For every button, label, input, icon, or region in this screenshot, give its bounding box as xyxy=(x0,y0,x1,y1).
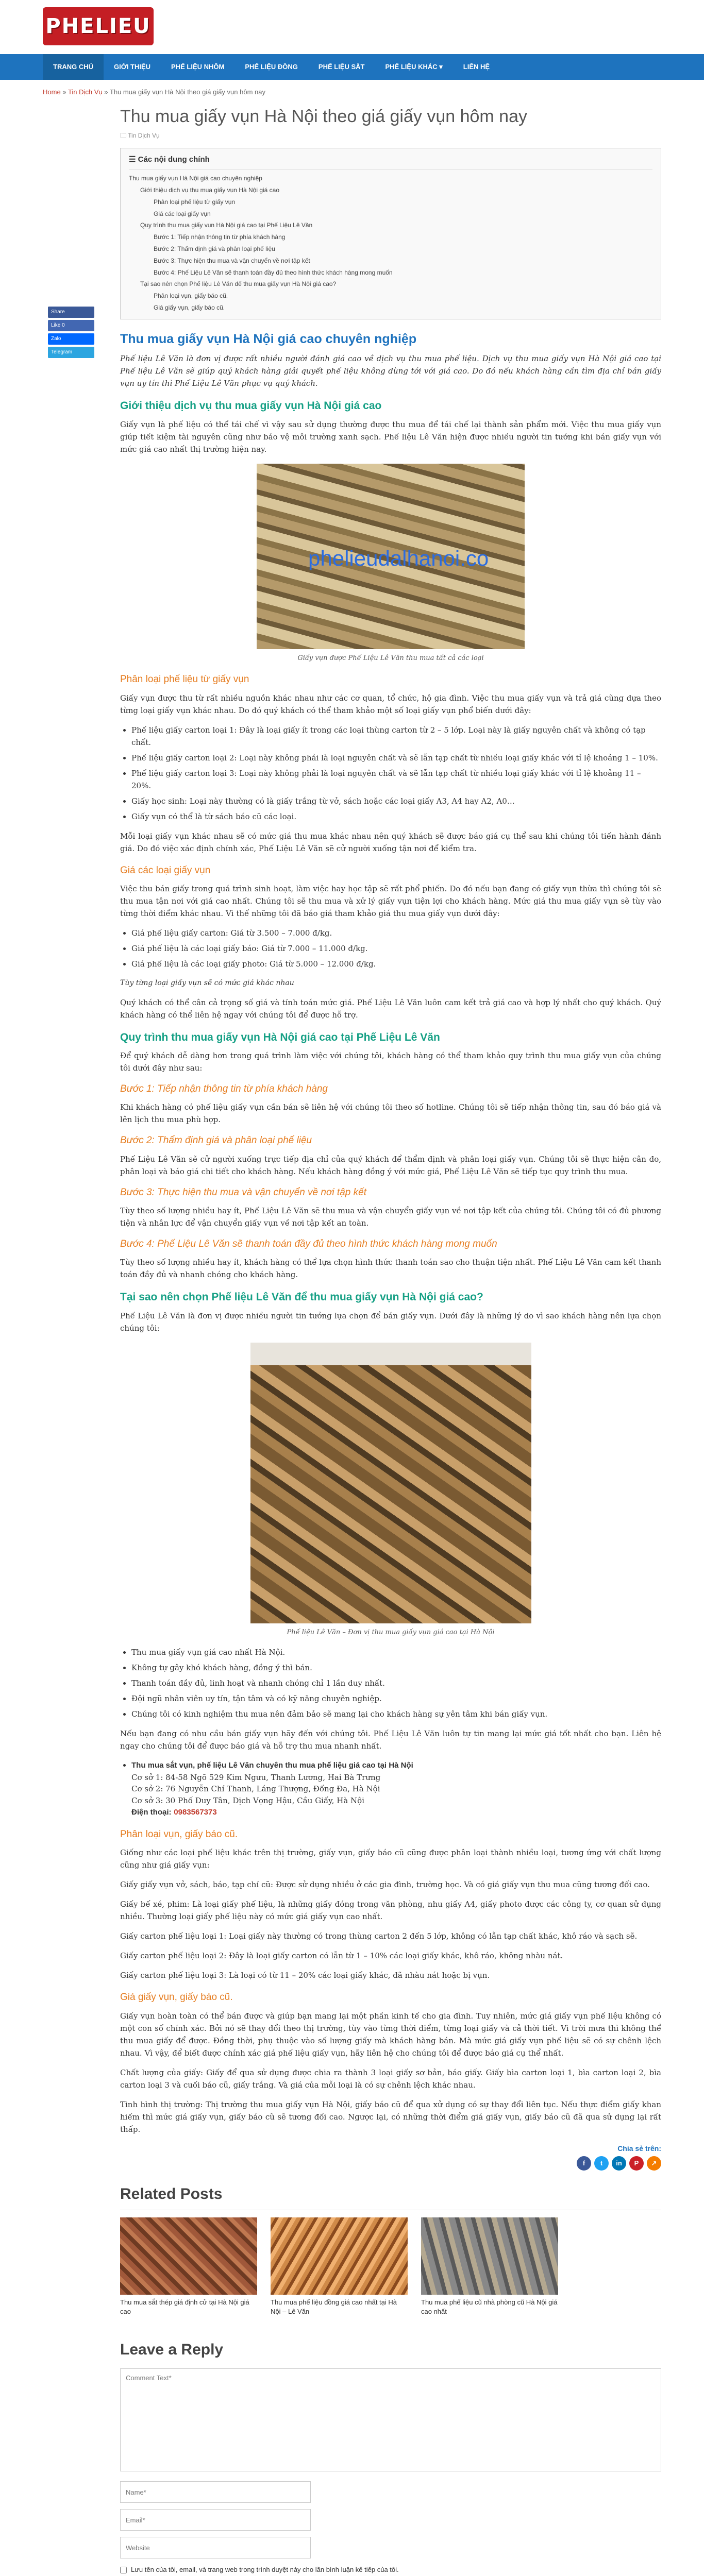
heading-step-4: Bước 4: Phế Liệu Lê Văn sẽ thanh toán đầy đủ theo hình thức khách hàng mong muốn xyxy=(120,1238,497,1249)
contact-info xyxy=(131,1759,661,1819)
paragraph: Việc thu bán giấy trong quá trình sinh hoạt, làm việc hay học tập sẽ rất phổ phiến. Do đó nếu bạn đang có giấy vụn thừa thì chúng tôi sẽ thu mua tận nơi với giá cao nhất. Chúng tôi sẽ thu mua và xử lý giấy vụn tiện lợi cho khách hàng. Mức giá thu mua giấy vụn sẽ tùy vào từng thời điểm khác nhau. Vì thế những tôi đã báo giá tham khảo giá thu mua giấy vụn dưới đây: xyxy=(120,884,661,919)
save-info-label: Lưu tên của tôi, email, và trang web trong trình duyệt này cho lần bình luận kế tiếp của tôi. xyxy=(131,2566,399,2574)
contact-item xyxy=(131,1759,661,1819)
heading-main: Thu mua giấy vụn Hà Nội giá cao chuyên nghiệp xyxy=(120,331,417,346)
table-of-contents xyxy=(120,148,661,319)
main-nav xyxy=(0,54,704,80)
paragraph: Phế Liệu Lê Văn sẽ cử người xuống trực tiếp địa chỉ của quý khách để thẩm định và phân loại giấy vụn. Chúng tôi sẽ thực hiện cân đo, phân loại và báo giá chi tiết cho khách hàng. Nếu khách hàng đồng ý với mức giá, Phế Liệu Lê Văn sẽ tiếp tục quy trình thu mua. xyxy=(120,1154,661,1176)
paragraph: Giấy carton phế liệu loại 2: Đây là loại giấy carton có lẫn từ 1 – 10% các loại giấy khác, khô ráo, không nhàu nát. xyxy=(120,1951,563,1961)
phone-number[interactable]: 0983567373 xyxy=(174,1808,217,1817)
address-1: Cơ sở 1: 84-58 Ngõ 529 Kim Ngưu, Thanh Lương, Hai Bà Trưng xyxy=(131,1772,381,1782)
related-post-image[interactable] xyxy=(120,2217,257,2295)
like-button[interactable]: Like 0 xyxy=(48,320,94,331)
heading-price-old-paper: Giá giấy vụn, giấy báo cũ. xyxy=(120,1992,233,2003)
social-share-float xyxy=(48,307,94,360)
heading-types-old-paper: Phân loại vụn, giấy báo cũ. xyxy=(120,1828,238,1840)
paragraph: Để quý khách dễ dàng hơn trong quá trình làm việc với chúng tôi, khách hàng có thể tham khảo quy trình thu mua giấy vụn của chúng tôi dưới đây như sau: xyxy=(120,1050,661,1073)
folder-icon: 🗀 xyxy=(120,131,127,139)
paragraph: Tùy theo số lượng nhiều hay ít, Phế Liệu Lê Văn sẽ thu mua và vận chuyển giấy vụn về nơi tập kết của chúng tôi. Chúng tôi có đủ phương tiện và nhân lực để vận chuyển giấy vụn về nơi tập kết an toàn. xyxy=(120,1206,661,1228)
toc-title-label: Các nội dung chính xyxy=(138,155,210,164)
toc-item[interactable]: Bước 4: Phế Liệu Lê Văn sẽ thanh toán đầy đủ theo hình thức khách hàng mong muốn xyxy=(154,268,393,276)
toc-title[interactable] xyxy=(129,154,652,170)
toc-item[interactable]: Giới thiệu dịch vụ thu mua giấy vụn Hà Nội giá cao xyxy=(140,186,280,194)
post-category-label: Tin Dịch Vụ xyxy=(128,131,160,139)
image-caption: Giấy vụn được Phế Liệu Lê Văn thu mua tất cả các loại xyxy=(297,654,484,662)
share-telegram-button[interactable]: Telegram xyxy=(48,347,94,358)
related-posts xyxy=(120,2217,661,2316)
paragraph: Giấy carton phế liệu loại 3: Là loại có từ 11 – 20% các loại giấy khác, đã nhàu nát hoặc bị vụn. xyxy=(120,1971,490,1980)
image-caption: Phế liệu Lê Văn – Đơn vị thu mua giấy vụn giá cao tại Hà Nội xyxy=(287,1628,495,1636)
business-name: Thu mua sắt vụn, phế liệu Lê Văn chuyên thu mua phế liệu giá cao tại Hà Nội xyxy=(131,1761,413,1770)
website-field[interactable] xyxy=(120,2537,311,2558)
figure-paper-bales xyxy=(120,464,661,664)
page-title: Thu mua giấy vụn Hà Nội theo giá giấy vụn hôm nay xyxy=(120,106,528,126)
related-post[interactable] xyxy=(120,2217,257,2316)
heading-step-3: Bước 3: Thực hiện thu mua và vận chuyển về nơi tập kết xyxy=(120,1187,366,1198)
intro-paragraph: Phế liệu Lê Văn là đơn vị được rất nhiều người đánh giá cao về dịch vụ thu mua phế liệu. Dịch vụ thu mua giấy vụn Hà Nội giá cao tại Phế liệu Lê Văn sẽ giúp quý khách hàng giải quyết phế liệu không dùng tới với giá cao. Do đó nếu khách hàng cần tìm địa chỉ bán giấy vụn uy tín thì Phế Liệu Lê Văn phục vụ quý khách. xyxy=(120,354,661,388)
nav-contact[interactable]: LIÊN HỆ xyxy=(463,63,490,71)
list-icon: ☰ xyxy=(129,155,136,164)
heading-intro-service: Giới thiệu dịch vụ thu mua giấy vụn Hà Nội giá cao xyxy=(120,400,382,412)
related-post[interactable] xyxy=(421,2217,558,2316)
paragraph: Chất lượng của giấy: Giấy để qua sử dụng được chia ra thành 3 loại giấy sơ bản, báo giấy. Giấy bìa carton loại 1, bìa carton loại 2, bìa carton loại 3 và cuối báo cũ, giấy trắng. Và giá của mỗi loại là có sự chênh lệch khác nhau. xyxy=(120,2067,661,2090)
share-icons xyxy=(120,2156,661,2171)
figure-truck xyxy=(120,1343,661,1638)
toc-item[interactable]: Phân loại phế liệu từ giấy vụn xyxy=(154,198,236,206)
paragraph: Giấy vụn là phế liệu có thể tái chế vì vậy sau sử dụng thường được thu mua để tái chế lại thành sản phẩm mới. Việc thu mua giấy vụn giúp tiết kiệm tài nguyên cũng như bảo vệ môi trường xanh sạch. Phế liệu Lê Văn hiện được nhiều người tin tưởng khi bán giấy vụn với mức giá cao nhất thị trường hiện nay. xyxy=(120,419,661,454)
image-watermark: phelieudalhanoi.co xyxy=(308,546,489,570)
phone-label: Điện thoại: xyxy=(131,1808,172,1817)
list-item: • Không tự gây khó khách hàng, đồng ý thì bán. xyxy=(131,1662,661,1674)
paragraph: Phế Liệu Lê Văn là đơn vị được nhiều người tin tưởng lựa chọn để bán giấy vụn. Dưới đây là những lý do vì sao khách hàng nên lựa chọn chúng tôi: xyxy=(120,1311,661,1333)
list-item: • Giá phế liệu là các loại giấy báo: Giá từ 7.000 – 11.000 đ/kg. xyxy=(131,942,661,955)
share-row xyxy=(120,2143,661,2171)
comment-textarea[interactable] xyxy=(120,2368,661,2471)
name-field[interactable] xyxy=(120,2481,311,2503)
nav-iron[interactable]: PHẾ LIỆU SẮT xyxy=(318,63,365,71)
breadcrumb-separator: » xyxy=(104,88,108,96)
paragraph: Giống như các loại phế liệu khác trên thị trường, giấy vụn, giấy báo cũ cũng được phân loại thành nhiều loại, tương ứng với chất lượng cũng như giá giấy vụn: xyxy=(120,1848,661,1870)
list-item: • Giấy học sinh: Loại này thường có là giấy trắng từ vở, sách hoặc các loại giấy A3, A4 hay A2, A0… xyxy=(131,795,661,807)
linkedin-icon[interactable]: in xyxy=(612,2156,626,2171)
share-facebook-button[interactable]: Share xyxy=(48,307,94,318)
breadcrumb-home[interactable]: Home xyxy=(43,88,61,96)
toc-item[interactable]: Bước 1: Tiếp nhận thông tin từ phía khách hàng xyxy=(154,233,286,241)
toc-item[interactable]: Bước 3: Thực hiện thu mua và vận chuyển về nơi tập kết xyxy=(154,257,310,264)
nav-home[interactable]: TRANG CHỦ xyxy=(43,54,104,80)
toc-item[interactable]: Quy trình thu mua giấy vụn Hà Nội giá cao tại Phế Liệu Lê Văn xyxy=(140,222,313,229)
related-posts-title: Related Posts xyxy=(120,2182,661,2210)
twitter-icon[interactable]: t xyxy=(594,2156,609,2171)
breadcrumb-category[interactable]: Tin Dịch Vụ xyxy=(68,88,103,96)
paragraph: Khi khách hàng có phế liệu giấy vụn cần bán sẽ liên hệ với chúng tôi theo số hotline. Chúng tôi sẽ tiếp nhận thông tin, sau đó báo giá và lên lịch thu mua phù hợp. xyxy=(120,1103,661,1125)
truck-loaded-image xyxy=(250,1343,531,1623)
breadcrumb-separator: » xyxy=(62,88,66,96)
paragraph: Giấy bế xé, phim: Là loại giấy phế liệu, là những giấy đóng trong văn phòng, nhu giấy A4, giấy photo được các công ty, cơ quan sử dụng nhiều. Thường loại giấy phế liệu này có mức giá giấy vụn cao nhất. xyxy=(120,1900,661,1922)
pinterest-icon[interactable]: P xyxy=(629,2156,644,2171)
heading-step-2: Bước 2: Thẩm định giá và phân loại phế liệu xyxy=(120,1135,312,1146)
related-post-image[interactable] xyxy=(421,2217,558,2295)
list-item: • Phế liệu giấy carton loại 1: Đây là loại giấy ít trong các loại thùng carton từ 2 – 5 lớp. Loại này là giấy nguyên chất và không có tạp chất. xyxy=(131,724,661,749)
heading-classification: Phân loại phế liệu từ giấy vụn xyxy=(120,674,249,685)
paragraph: Tùy từng loại giấy vụn sẽ có mức giá khác nhau xyxy=(120,979,294,988)
related-post-title[interactable]: Thu mua phế liệu cũ nhà phòng cũ Hà Nội giá cao nhất xyxy=(421,2298,558,2316)
heading-why-choose: Tại sao nên chọn Phế liệu Lê Văn để thu mua giấy vụn Hà Nội giá cao? xyxy=(120,1291,483,1303)
address-2: Cơ sở 2: 76 Nguyễn Chí Thanh, Láng Thượng, Đống Đa, Hà Nội xyxy=(131,1784,380,1794)
address-3: Cơ sở 3: 30 Phố Duy Tân, Dịch Vọng Hậu, Cầu Giấy, Hà Nội xyxy=(131,1795,364,1805)
paragraph: Nếu bạn đang có nhu cầu bán giấy vụn hãy đến với chúng tôi. Phế Liệu Lê Văn luôn tự tin mang lại mức giá tốt nhất cho bạn. Liên hệ ngay cho chúng tôi để được báo giá và hỗ trợ thu mua nhanh nhất. xyxy=(120,1729,661,1751)
paragraph: Tình hình thị trường: Thị trường thu mua giấy vụn Hà Nội, giấy báo cũ để qua xử dụng có sự thay đổi liên tục. Nếu thực điểm giấy khan hiếm thì mức giá giấy vụn, giấy báo cũ sẽ tương đối cao. Ngược lại, có những thời điểm giá giấy vụn, giấy báo cũ đã qua sử dụng lại rất thấp. xyxy=(120,2099,661,2134)
toc-item[interactable]: Tại sao nên chọn Phế liệu Lê Văn để thu mua giấy vụn Hà Nội giá cao? xyxy=(140,280,337,288)
toc-item[interactable]: Bước 2: Thẩm định giá và phân loại phế liệu xyxy=(154,245,275,252)
list-item: • Giấy vụn có thể là từ sách báo cũ các loại. xyxy=(131,810,661,823)
breadcrumb xyxy=(43,80,661,102)
list-item: • Phế liệu giấy carton loại 2: Loại này không phải là loại nguyên chất và sẽ lẫn tạp chất từ nhiều loại giấy khác với tỉ lệ khoảng 1 – 10%. xyxy=(131,752,661,764)
heading-process: Quy trình thu mua giấy vụn Hà Nội giá cao tại Phế Liệu Lê Văn xyxy=(120,1031,440,1043)
list-item: • Thanh toán đầy đủ, linh hoạt và nhanh chóng chỉ 1 lần duy nhất. xyxy=(131,1677,661,1689)
paragraph: Giấy vụn hoàn toàn có thể bán được và giúp bạn mang lại một phần kinh tế cho gia đình. Tuy nhiên, mức giá giấy vụn phế liệu không có một con số chính xác. Bởi nó sẽ thay đổi theo thị trường, tùy vào từng thời điểm, từng loại giấy và cả thời tiết. Vì trời mưa thì không thể thu mua giấy để được. Đồng thời, phụ thuộc vào số lượng giấy mà khách hàng bán. Mà mức giá giấy vụn phế liệu sẽ có sự chênh lệch nhau. Vì vậy, để biết được chính xác giá phế liệu giấy vụn, hãy liên hệ cho chúng tôi để được báo giá cụ thể nhất. xyxy=(120,2011,661,2058)
toc-item[interactable]: Giá các loại giấy vụn xyxy=(154,210,211,217)
related-post[interactable] xyxy=(271,2217,408,2316)
site-logo[interactable] xyxy=(43,7,154,45)
list-item: • Giá phế liệu là các loại giấy photo: Giá từ 5.000 – 12.000 đ/kg. xyxy=(131,958,661,970)
paragraph: Giấy vụn được thu từ rất nhiều nguồn khác nhau như các cơ quan, tổ chức, hộ gia đình. Việc thu mua giấy vụn và trả giá cũng dựa theo từng loại giấy vụn khác nhau. Do đó quý khách có thể tham khảo một số loại giấy vụn phổ biến dưới đây: xyxy=(120,693,661,715)
list-item: • Giá phế liệu giấy carton: Giá từ 3.500 – 7.000 đ/kg. xyxy=(131,927,661,939)
article xyxy=(120,105,661,2576)
nav-other[interactable]: PHẾ LIỆU KHÁC ▾ xyxy=(385,63,443,71)
logo-text: PHELIEU xyxy=(45,14,151,38)
related-post-title[interactable]: Thu mua phế liệu đồng giá cao nhất tại Hà Nội – Lê Văn xyxy=(271,2298,397,2316)
nav-about[interactable]: GIỚI THIỆU xyxy=(114,63,151,71)
share-label: Chia sẻ trên: xyxy=(617,2144,661,2153)
paragraph: Tùy theo số lượng nhiều hay ít, khách hàng có thể lựa chọn hình thức thanh toán sao cho thuận tiện nhất. Phế Liệu Lê Văn cam kết thanh toán đầy đủ và nhanh chóng cho khách hàng. xyxy=(120,1258,661,1280)
toc-item[interactable]: Giá giấy vụn, giấy báo cũ. xyxy=(154,303,225,311)
reasons-list xyxy=(131,1646,661,1720)
nav-aluminium[interactable]: PHẾ LIỆU NHÔM xyxy=(171,63,225,71)
share-icon[interactable]: ↗ xyxy=(647,2156,661,2171)
email-field[interactable] xyxy=(120,2509,311,2531)
save-info-checkbox-row[interactable] xyxy=(120,2565,661,2575)
post-category[interactable] xyxy=(120,131,661,141)
paragraph: Giấy carton phế liệu loại 1: Loại giấy này thường có trong thùng carton 2 đến 5 lớp, không có lẫn tạp chất khác, khô ráo và sạch sẽ. xyxy=(120,1931,638,1941)
paper-type-list xyxy=(131,724,661,823)
heading-step-1: Bước 1: Tiếp nhận thông tin từ phía khách hàng xyxy=(120,1083,328,1094)
reply-title: Leave a Reply xyxy=(120,2341,224,2358)
breadcrumb-current: Thu mua giấy vụn Hà Nội theo giá giấy vụn hôm nay xyxy=(109,88,265,96)
paper-bales-image xyxy=(257,464,525,649)
price-list xyxy=(131,927,661,970)
site-header xyxy=(0,0,704,80)
list-item: • Thu mua giấy vụn giá cao nhất Hà Nội. xyxy=(131,1646,661,1658)
share-zalo-button[interactable]: Zalo xyxy=(48,333,94,345)
related-post-image[interactable] xyxy=(271,2217,408,2295)
paragraph: Quý khách có thể cân cả trọng số giá và tính toán mức giá. Phế Liệu Lê Văn luôn cam kết trả giá cao và hợp lý nhất cho quý khách. Quý khách hàng có thể liên hệ ngay với chúng tôi để được hỗ trợ. xyxy=(120,997,661,1020)
paragraph: Mỗi loại giấy vụn khác nhau sẽ có mức giá thu mua khác nhau nên quý khách sẽ được báo giá cụ thể sau khi chúng tôi tiến hành đánh giá. Do đó việc xác định chính xác, Phế Liệu Lê Văn sẽ cử người xuống tận nơi để kiểm tra. xyxy=(120,831,661,853)
toc-list xyxy=(129,173,652,314)
paragraph: Giấy giấy vụn vở, sách, báo, tạp chí cũ: Được sử dụng nhiều ở các gia đình, trường học. Và có giá giấy vụn thu mua cũng tương đối cao. xyxy=(120,1880,650,1890)
list-item: • Phế liệu giấy carton loại 3: Loại này không phải là loại nguyên chất và sẽ lẫn tạp chất từ nhiều loại giấy khác với tỉ lệ khoảng 11 – 20%. xyxy=(131,767,661,792)
content-container xyxy=(43,80,661,2576)
nav-copper[interactable]: PHẾ LIỆU ĐỒNG xyxy=(245,63,298,71)
toc-item[interactable]: Thu mua giấy vụn Hà Nội giá cao chuyên nghiệp xyxy=(129,175,262,182)
list-item: • Chúng tôi có kinh nghiệm thu mua nên đảm bảo sẽ mang lại cho khách hàng sự yên tâm khi bán giấy vụn. xyxy=(131,1708,661,1720)
heading-prices: Giá các loại giấy vụn xyxy=(120,865,211,876)
related-post-title[interactable]: Thu mua sắt thép giá định cử tại Hà Nội giá cao xyxy=(120,2298,249,2316)
toc-item[interactable]: Phân loại vụn, giấy báo cũ. xyxy=(154,292,228,300)
comment-form xyxy=(120,2368,661,2576)
facebook-icon[interactable]: f xyxy=(577,2156,591,2171)
list-item: • Đội ngũ nhân viên uy tín, tận tâm và có kỹ năng chuyên nghiệp. xyxy=(131,1692,661,1705)
header-top xyxy=(0,0,704,54)
save-info-checkbox[interactable] xyxy=(120,2567,127,2573)
